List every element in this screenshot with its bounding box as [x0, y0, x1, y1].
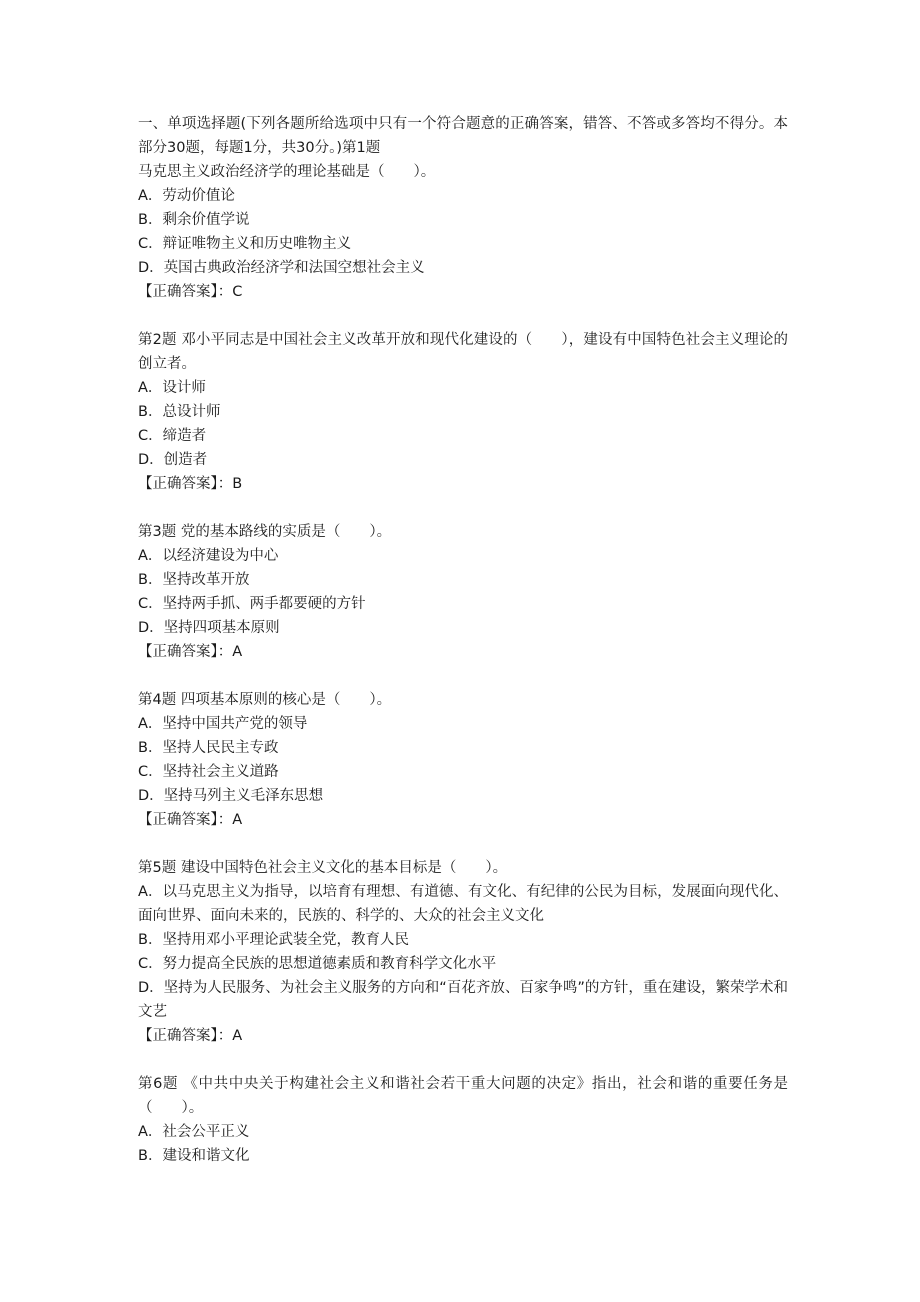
- question-4: [138, 688, 788, 832]
- correct-answer: 【正确答案】：C: [138, 284, 243, 300]
- question-option: D．创造者: [138, 452, 208, 468]
- document-page: [138, 112, 788, 1192]
- question-option: C．坚持两手抓、两手都要硬的方针: [138, 596, 366, 612]
- correct-answer: 【正确答案】：A: [138, 1028, 243, 1044]
- question-option: C．努力提高全民族的思想道德素质和教育科学文化水平: [138, 956, 497, 972]
- question-stem: 马克思主义政治经济学的理论基础是（ ）。: [138, 164, 436, 180]
- question-option: C．坚持社会主义道路: [138, 764, 279, 780]
- question-option: B．建设和谐文化: [138, 1148, 250, 1164]
- question-option: A．劳动价值论: [138, 188, 235, 204]
- question-2: [138, 328, 788, 496]
- question-option: D．坚持为人民服务、为社会主义服务的方向和“百花齐放、百家争鸣”的方针，重在建设，繁荣学术和文艺: [138, 980, 788, 1020]
- question-option: D．坚持四项基本原则: [138, 620, 280, 636]
- question-option: C．辩证唯物主义和历史唯物主义: [138, 236, 352, 252]
- question-3: [138, 520, 788, 664]
- question-6: [138, 1072, 788, 1168]
- question-stem: 第2题 邓小平同志是中国社会主义改革开放和现代化建设的（ ），建设有中国特色社会主义理论的创立者。: [138, 332, 788, 372]
- question-option: B．坚持人民民主专政: [138, 740, 279, 756]
- question-stem: 第4题 四项基本原则的核心是（ ）。: [138, 692, 392, 708]
- question-option: C．缔造者: [138, 428, 207, 444]
- question-option: B．坚持用邓小平理论武装全党，教育人民: [138, 932, 409, 948]
- question-option: D．英国古典政治经济学和法国空想社会主义: [138, 260, 425, 276]
- correct-answer: 【正确答案】：A: [138, 812, 243, 828]
- question-option: D．坚持马列主义毛泽东思想: [138, 788, 324, 804]
- question-5: [138, 856, 788, 1048]
- question-stem: 第5题 建设中国特色社会主义文化的基本目标是（ ）。: [138, 860, 508, 876]
- question-option: A．社会公平正义: [138, 1124, 250, 1140]
- correct-answer: 【正确答案】：B: [138, 476, 243, 492]
- question-option: B．剩余价值学说: [138, 212, 250, 228]
- question-option: A．以经济建设为中心: [138, 548, 279, 564]
- section-intro: 一、单项选择题(下列各题所给选项中只有一个符合题意的正确答案，错答、不答或多答均不得分。本部分30题，每题1分，共30分。)第1题: [138, 116, 788, 156]
- question-option: A．坚持中国共产党的领导: [138, 716, 308, 732]
- question-option: B．坚持改革开放: [138, 572, 250, 588]
- question-option: A．设计师: [138, 380, 206, 396]
- question-list: [138, 160, 788, 1168]
- question-1: [138, 160, 788, 304]
- question-stem: 第6题 《中共中央关于构建社会主义和谐社会若干重大问题的决定》指出，社会和谐的重要任务是（ ）。: [138, 1076, 788, 1116]
- question-stem: 第3题 党的基本路线的实质是（ ）。: [138, 524, 392, 540]
- correct-answer: 【正确答案】：A: [138, 644, 243, 660]
- question-option: A．以马克思主义为指导，以培育有理想、有道德、有文化、有纪律的公民为目标，发展面向现代化、面向世界、面向未来的，民族的、科学的、大众的社会主义文化: [138, 884, 788, 924]
- question-option: B．总设计师: [138, 404, 221, 420]
